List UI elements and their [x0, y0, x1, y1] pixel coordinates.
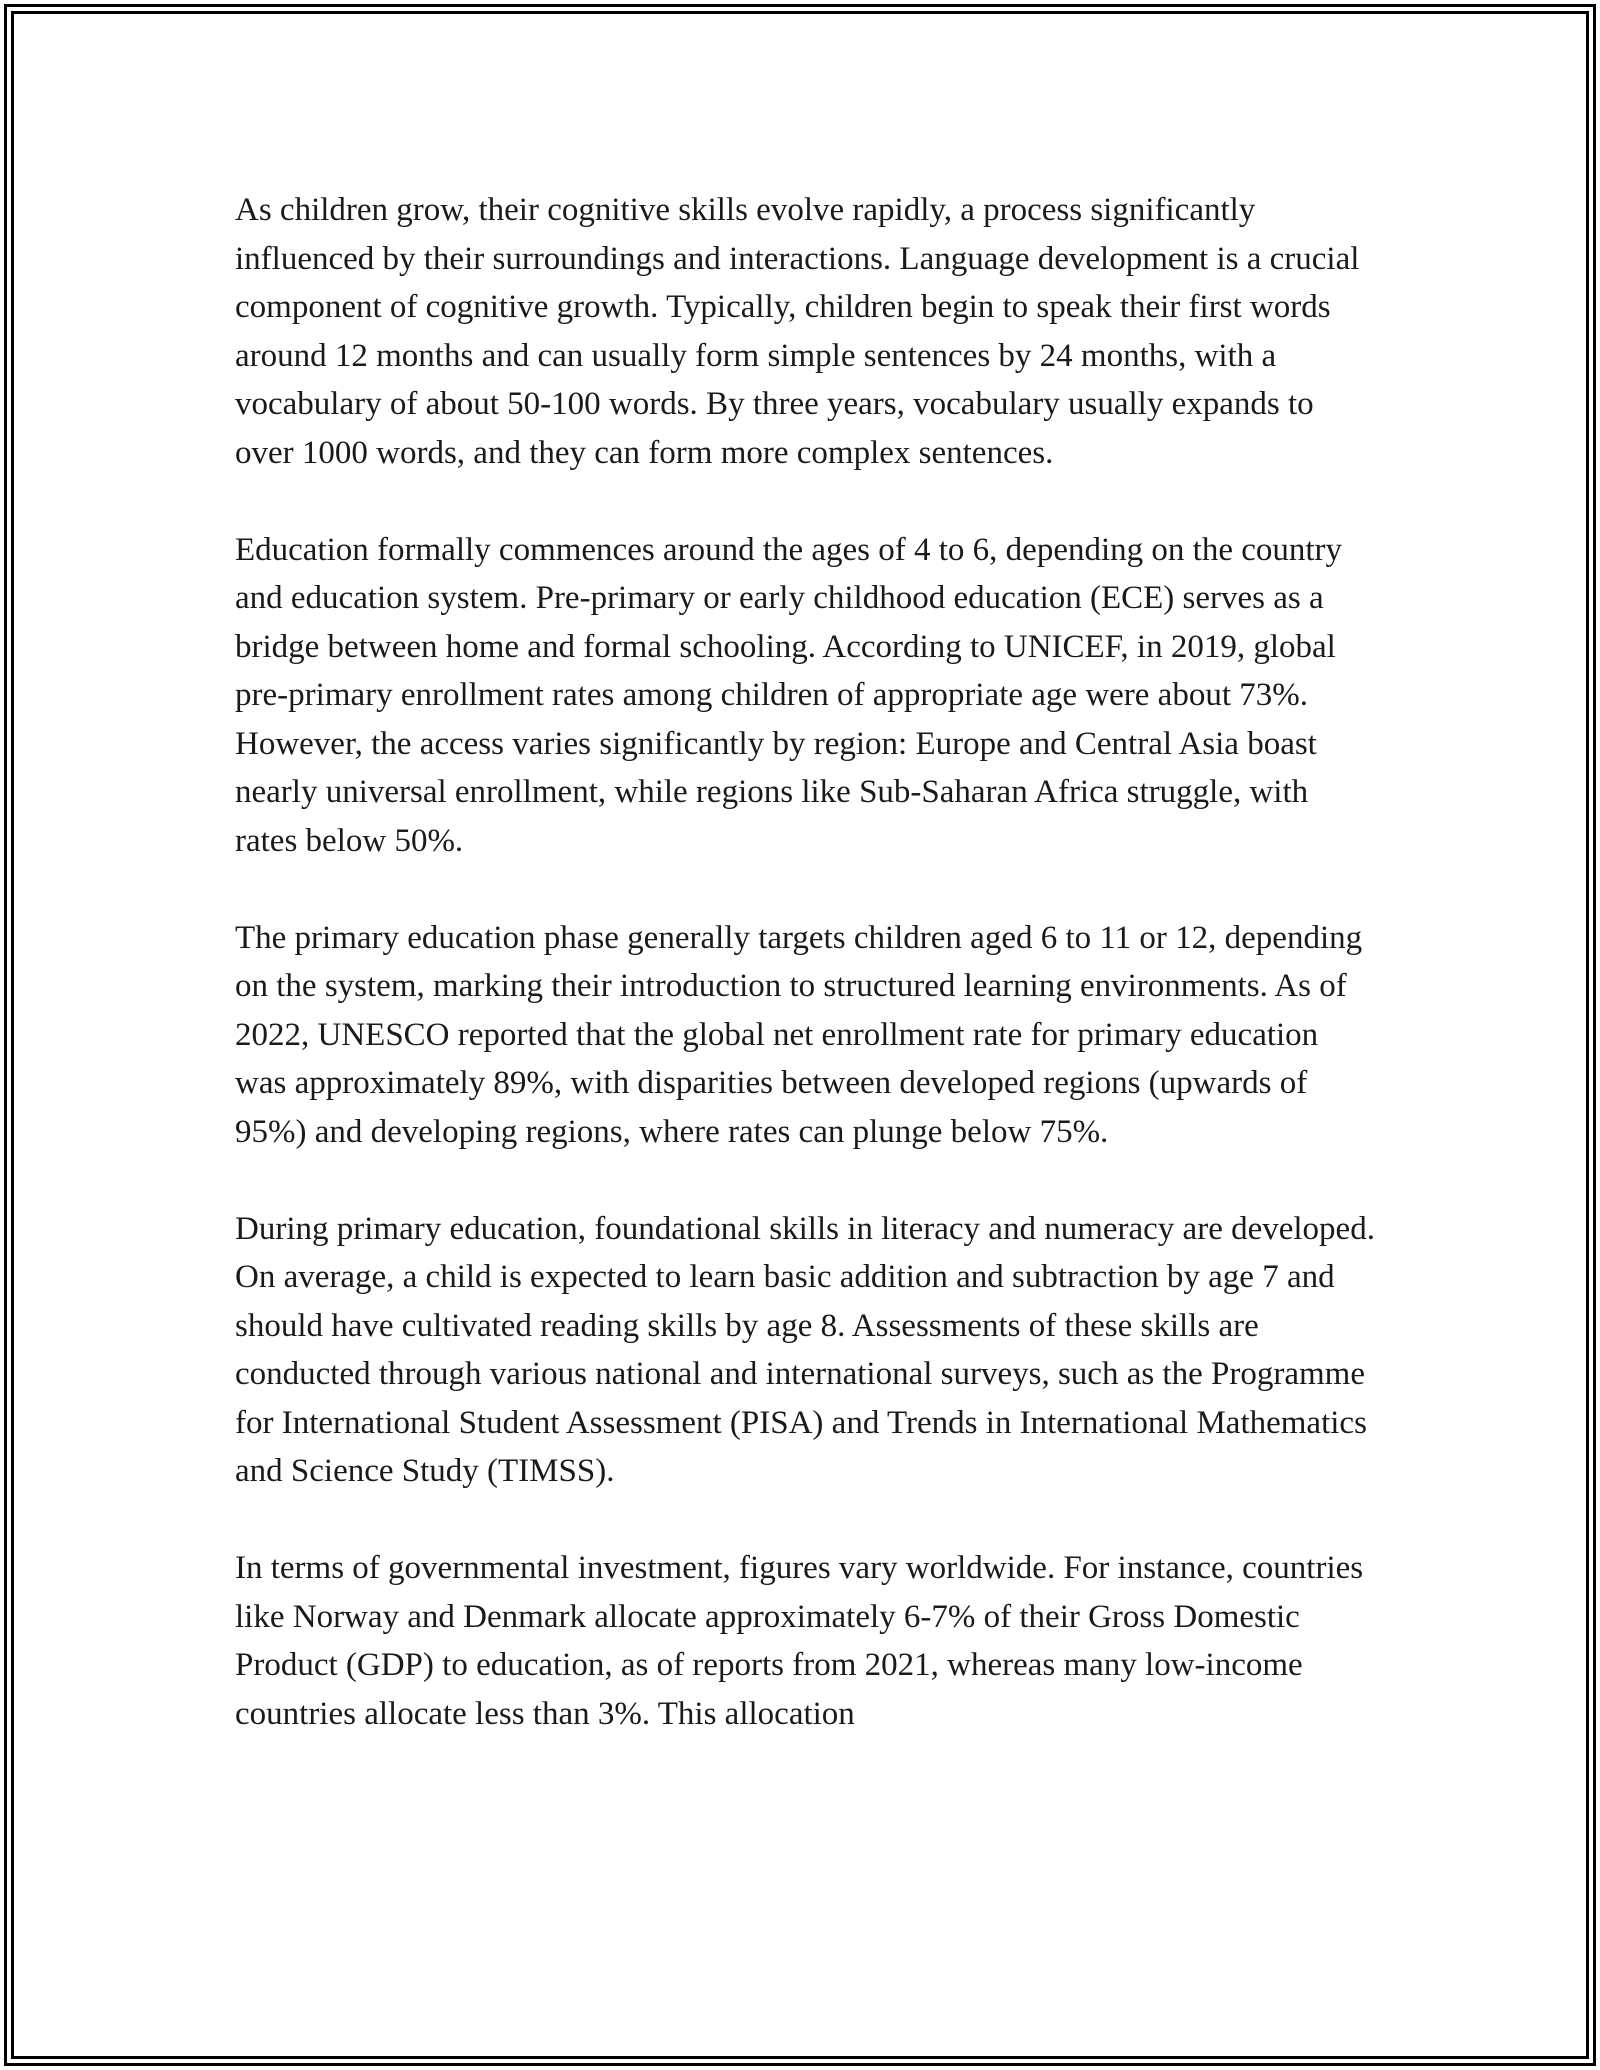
paragraph-government-investment: In terms of governmental investment, figures vary worldwide. For instance, countries like Norway and Denmark allocate approximately 6-7% of their Gross Domestic Product (GDP) to education, as of reports from 2021, whereas many low-income countries allocate less than 3%. This allocation [235, 1550, 1364, 1732]
paragraph-cognitive-development: As children grow, their cognitive skills evolve rapidly, a process significantly influenced by their surroundings and interactions. Language development is a crucial component of cognitive growth. Typically, children begin to speak their first words around 12 months and can usually form simple sentences by 24 months, with a vocabulary of about 50-100 words. By three years, vocabulary usually expands to over 1000 words, and they can form more complex sentences. [235, 192, 1360, 471]
paragraph-foundational-skills: During primary education, foundational skills in literacy and numeracy are developed. On average, a child is expected to learn basic addition and subtraction by age 7 and should have cultivated reading skills by age 8. Assessments of these skills are conducted through various national and international surveys, such as the Programme for International Student Assessment (PISA) and Trends in International Mathematics and Science Study (TIMSS). [235, 1210, 1375, 1489]
paragraph-pre-primary-education: Education formally commences around the ages of 4 to 6, depending on the country and education system. Pre-primary or early childhood education (ECE) serves as a bridge between home and formal schooling. According to UNICEF, in 2019, global pre-primary enrollment rates among children of appropriate age were about 73%. However, the access varies significantly by region: Europe and Central Asia boast nearly universal enrollment, while regions like Sub-Saharan Africa struggle, with rates below 50%. [235, 531, 1343, 859]
document-body [235, 186, 1375, 1787]
paragraph-primary-education: The primary education phase generally targets children aged 6 to 11 or 12, depending on the system, marking their introduction to structured learning environments. As of 2022, UNESCO reported that the global net enrollment rate for primary education was approximately 89%, with disparities between developed regions (upwards of 95%) and developing regions, where rates can plunge below 75%. [235, 919, 1363, 1150]
